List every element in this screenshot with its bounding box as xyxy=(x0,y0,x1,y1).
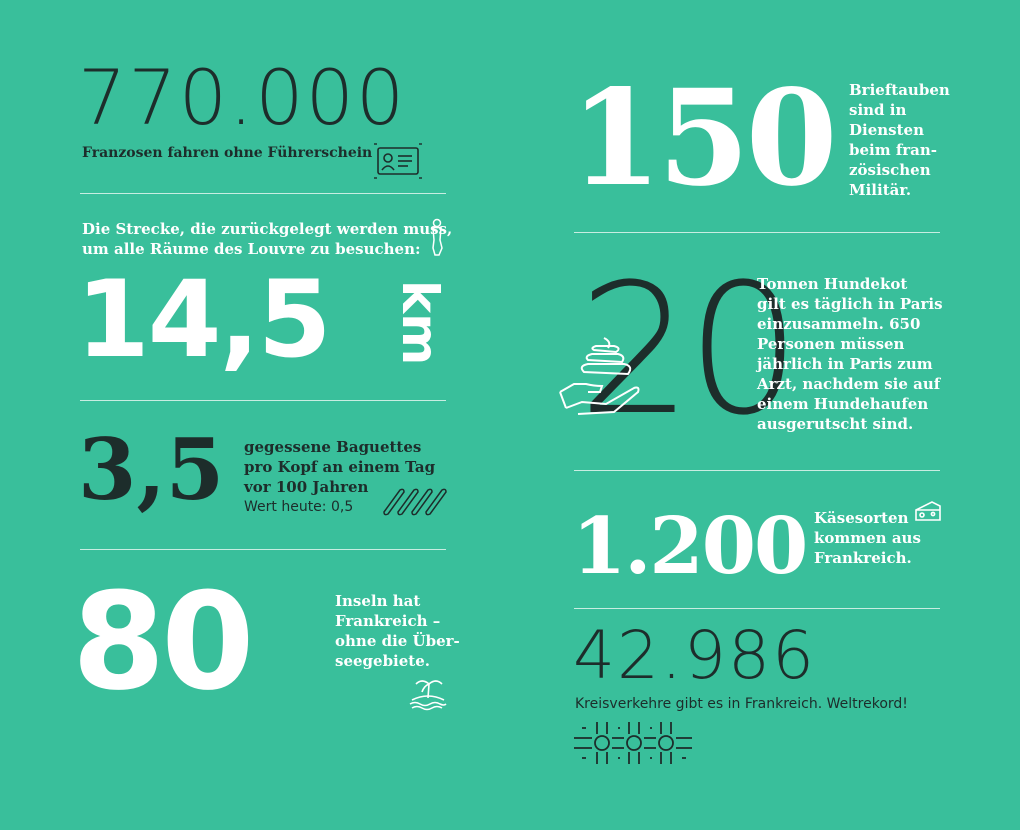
islands-line2: Frankreich – xyxy=(335,612,441,630)
cheese-line2: kommen aus xyxy=(814,529,921,547)
roundabout-icon xyxy=(574,720,692,766)
baguette-line2: pro Kopf an einem Tag xyxy=(244,458,436,476)
dogs-line6: Arzt, nachdem sie auf xyxy=(757,375,941,393)
pigeons-number: 150 xyxy=(570,61,834,216)
divider xyxy=(80,400,446,401)
dogs-line2: gilt es täglich in Paris xyxy=(757,295,943,313)
licence-caption: Franzosen fahren ohne Führerschein xyxy=(82,145,373,161)
driver-licence-icon xyxy=(372,140,424,182)
cheese-icon xyxy=(914,500,942,522)
islands-line1: Inseln hat xyxy=(335,592,421,610)
dogs-line4: Personen müssen xyxy=(757,335,905,353)
baguette-number: 3,5 xyxy=(78,420,225,519)
baguette-icon xyxy=(380,486,446,516)
divider xyxy=(574,608,940,609)
dogs-number: 20 xyxy=(578,246,796,455)
baguette-today: Wert heute: 0,5 xyxy=(244,499,354,515)
dogs-line3: einzusammeln. 650 xyxy=(757,315,921,333)
pigeons-line4: beim fran- xyxy=(849,141,938,159)
pigeons-line1: Brieftauben xyxy=(849,81,950,99)
roundabouts-caption: Kreisverkehre gibt es in Frankreich. Weltrekord! xyxy=(575,696,908,712)
divider xyxy=(80,549,446,550)
island-icon xyxy=(408,676,448,710)
divider xyxy=(80,193,446,194)
cheese-number: 1.200 xyxy=(572,501,807,592)
dogs-line7: einem Hundehaufen xyxy=(757,395,929,413)
pigeons-line5: zösischen xyxy=(849,161,931,179)
dogs-line1: Tonnen Hundekot xyxy=(757,275,908,293)
dogs-line8: ausgerutscht sind. xyxy=(757,415,914,433)
pigeons-line6: Militär. xyxy=(849,181,912,199)
islands-line3: ohne die Über- xyxy=(335,632,460,650)
divider xyxy=(574,470,940,471)
pigeons-line2: sind in xyxy=(849,101,907,119)
baguette-line3: vor 100 Jahren xyxy=(244,478,369,496)
baguette-line1: gegessene Baguettes xyxy=(244,438,422,456)
cheese-line3: Frankreich. xyxy=(814,549,912,567)
dog-poop-hand-icon xyxy=(556,332,646,418)
louvre-number: 14,5 xyxy=(76,258,330,381)
louvre-caption-line1: Die Strecke, die zurückgelegt werden muss, xyxy=(82,220,453,238)
roundabouts-number: 42.986 xyxy=(573,617,816,694)
statue-icon xyxy=(428,218,446,258)
islands-number: 80 xyxy=(72,564,251,720)
licence-number: 770.000 xyxy=(78,53,407,142)
islands-line4: seegebiete. xyxy=(335,652,430,670)
dogs-line5: jährlich in Paris zum xyxy=(757,355,933,373)
louvre-unit: km xyxy=(391,280,449,366)
divider xyxy=(574,232,940,233)
louvre-caption-line2: um alle Räume des Louvre zu besuchen: xyxy=(82,240,421,258)
pigeons-line3: Diensten xyxy=(849,121,924,139)
cheese-line1: Käsesorten xyxy=(814,509,909,527)
